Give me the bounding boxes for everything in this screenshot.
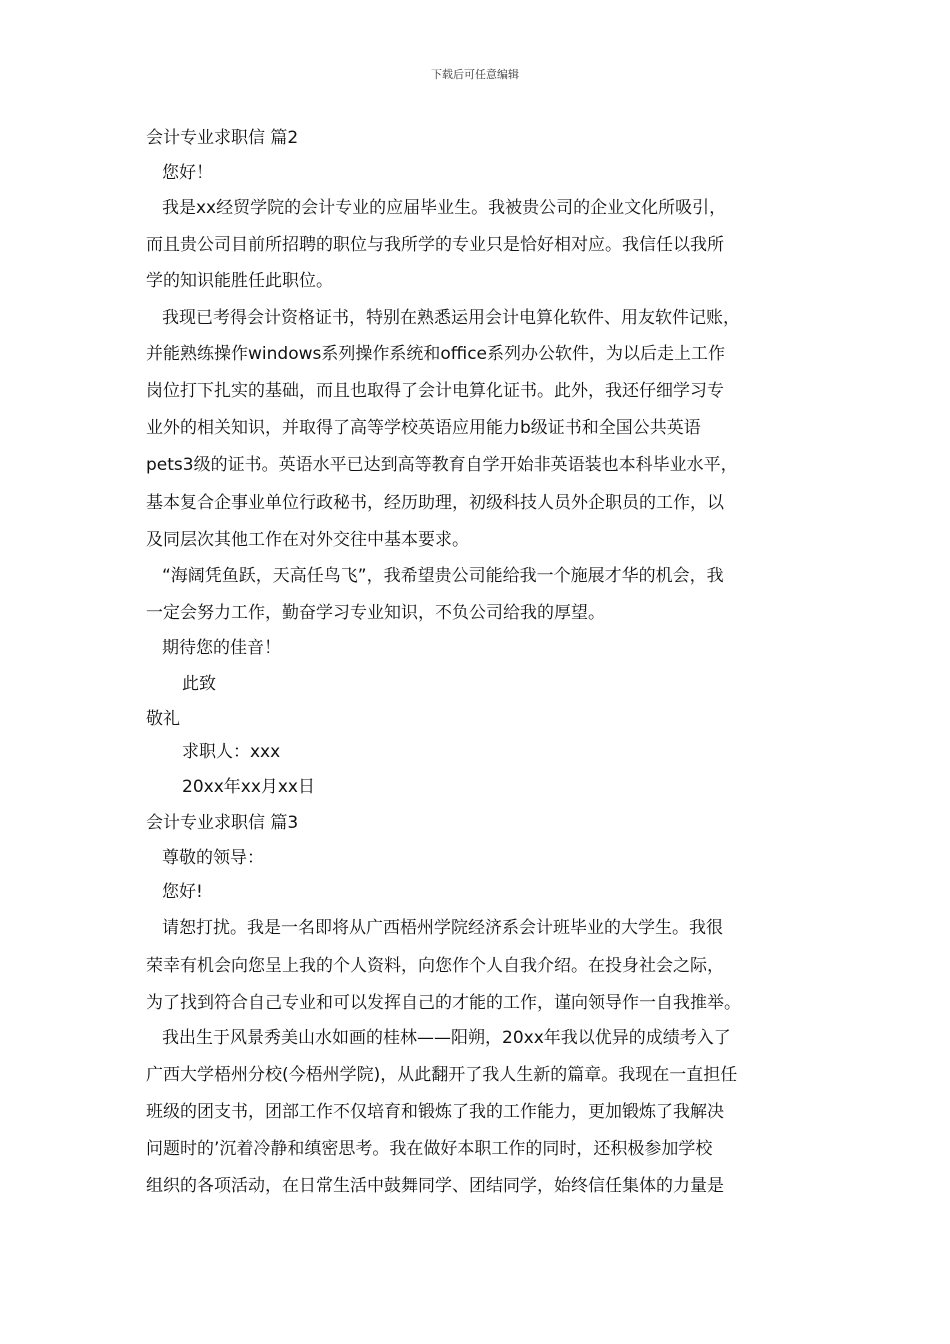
paragraph-line: pets3级的证书。英语水平已达到高等教育自学开始非英语装也本科毕业水平， [146,455,738,475]
date-line: 20xx年xx月xx日 [182,777,315,797]
paragraph-line: 请恕打扰。我是一名即将从广西梧州学院经济系会计班毕业的大学生。我很 [162,918,723,938]
paragraph-line: 及同层次其他工作在对外交往中基本要求。 [146,530,469,550]
paragraph-line: 班级的团支书，团部工作不仅培育和锻炼了我的工作能力，更加锻炼了我解决 [146,1102,724,1122]
paragraph-line: 我是xx经贸学院的会计专业的应届毕业生。我被贵公司的企业文化所吸引， [162,198,727,218]
paragraph-line: 我出生于风景秀美山水如画的桂林——阳朔，20xx年我以优异的成绩考入了 [162,1028,731,1048]
paragraph-line: 问题时的’沉着冷静和缜密思考。我在做好本职工作的同时，还积极参加学校 [146,1139,713,1159]
paragraph-line: 岗位打下扎实的基础，而且也取得了会计电算化证书。此外，我还仔细学习专 [146,381,724,401]
page-header: 下载后可任意编辑 [431,68,519,81]
paragraph-line: 我现已考得会计资格证书，特别在熟悉运用会计电算化软件、用友软件记账， [162,308,740,328]
paragraph-line: 业外的相关知识，并取得了高等学校英语应用能力b级证书和全国公共英语 [146,418,701,438]
signature-line: 求职人：xxx [182,742,281,762]
paragraph-line: 基本复合企事业单位行政秘书，经历助理，初级科技人员外企职员的工作，以 [146,493,724,513]
paragraph-line: 广西大学梧州分校(今梧州学院)，从此翻开了我人生新的篇章。我现在一直担任 [146,1065,738,1085]
section-title: 会计专业求职信 篇2 [146,128,299,148]
paragraph-line: 一定会努力工作，勤奋学习专业知识，不负公司给我的厚望。 [146,603,605,623]
paragraph-line: 荣幸有机会向您呈上我的个人资料，向您作个人自我介绍。在投身社会之际， [146,956,724,976]
greeting: 您好! [162,882,203,902]
paragraph-line: 学的知识能胜任此职位。 [146,271,333,291]
paragraph-line: 而且贵公司目前所招聘的职位与我所学的专业只是恰好相对应。我信任以我所 [146,235,724,255]
closing-line: 敬礼 [146,709,180,729]
section-title: 会计专业求职信 篇3 [146,813,299,833]
paragraph-line: 为了找到符合自己专业和可以发挥自己的才能的工作，谨向领导作一自我推举。 [146,993,741,1013]
closing-line: 期待您的佳音！ [162,638,281,658]
greeting: 您好！ [162,163,213,183]
closing-line: 此致 [182,674,216,694]
salutation: 尊敬的领导： [162,848,264,868]
paragraph-line: 并能熟练操作windows系列操作系统和office系列办公软件，为以后走上工作 [146,344,725,364]
paragraph-line: 组织的各项活动，在日常生活中鼓舞同学、团结同学，始终信任集体的力量是 [146,1176,724,1196]
paragraph-line: “海阔凭鱼跃，天高任鸟飞”，我希望贵公司能给我一个施展才华的机会，我 [162,566,724,586]
